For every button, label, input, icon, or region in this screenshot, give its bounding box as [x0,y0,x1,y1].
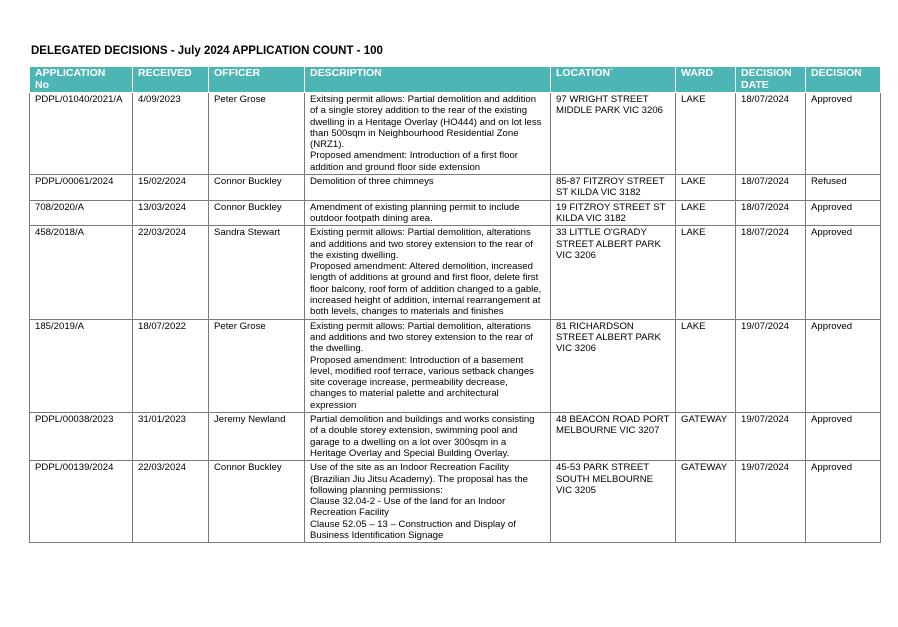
header-received: RECEIVED [133,67,209,93]
cell-ward: LAKE [676,200,736,226]
cell-location: 85-87 FITZROY STREET ST KILDA VIC 3182 [551,175,676,201]
cell-decision-date: 18/07/2024 [736,175,806,201]
cell-decision-date: 19/07/2024 [736,319,806,412]
table-row [30,319,881,412]
header-decision: DECISION [806,67,881,93]
cell-description: Exitsing permit allows: Partial demolition and addition of a single storey addition to the rear of the existing dwelling in a Heritage Overlay (HO444) and on lot less than 500sqm in Neighbourhood Residential Zone (NRZ1). Proposed amendment: Introduction of a first floor addition and ground floor side extension [305,93,551,175]
cell-application: PDPL/00139/2024 [30,461,133,543]
cell-received: 22/03/2024 [133,226,209,319]
cell-description: Existing permit allows: Partial demolition, alterations and additions and two storey extension to the rear of the existing dwelling. Proposed amendment: Altered demolition, increased length of additions at ground and first floor, delete first floor balcony, roof form of addition changed to a gable, increased height of addition, internal rearrangement at both levels, changes to materials and finishes [305,226,551,319]
cell-location: 81 RICHARDSON STREET ALBERT PARK VIC 3206 [551,319,676,412]
table-row [30,200,881,226]
cell-description: Partial demolition and buildings and works consisting of a double storey extension, swimming pool and garage to a dwelling on a lot over 300sqm in a Heritage Overlay and Special Building Overlay. [305,413,551,461]
cell-received: 13/03/2024 [133,200,209,226]
cell-description: Existing permit allows: Partial demolition, alterations and additions and two storey extension to the rear of the dwelling. Proposed amendment: Introduction of a basement level, modified roof terrace, various setback changes site coverage increase, permeability decrease, changes to material palette and architectural expression [305,319,551,412]
cell-description: Demolition of three chimneys [305,175,551,201]
cell-application: PDPL/00038/2023 [30,413,133,461]
cell-officer: Sandra Stewart [209,226,305,319]
cell-application: PDPL/00061/2024 [30,175,133,201]
cell-location: 45-53 PARK STREET SOUTH MELBOURNE VIC 3205 [551,461,676,543]
cell-received: 15/02/2024 [133,175,209,201]
header-officer: OFFICER [209,67,305,93]
table-row [30,461,881,543]
cell-application: PDPL/01040/2021/A [30,93,133,175]
cell-decision-date: 18/07/2024 [736,200,806,226]
cell-received: 18/07/2022 [133,319,209,412]
header-location: LOCATION` [551,67,676,93]
cell-decision: Approved [806,461,881,543]
header-ward: WARD [676,67,736,93]
cell-ward: GATEWAY [676,413,736,461]
cell-received: 31/01/2023 [133,413,209,461]
cell-received: 4/09/2023 [133,93,209,175]
cell-received: 22/03/2024 [133,461,209,543]
table-row [30,93,881,175]
cell-description: Amendment of existing planning permit to include outdoor footpath dining area. [305,200,551,226]
cell-decision: Refused [806,175,881,201]
cell-decision: Approved [806,93,881,175]
cell-decision: Approved [806,413,881,461]
cell-ward: LAKE [676,93,736,175]
cell-application: 185/2019/A [30,319,133,412]
table-row [30,175,881,201]
cell-decision: Approved [806,226,881,319]
document-title: DELEGATED DECISIONS - July 2024 APPLICATION COUNT - 100 [31,45,383,57]
cell-location: 19 FITZROY STREET ST KILDA VIC 3182 [551,200,676,226]
cell-location: 48 BEACON ROAD PORT MELBOURNE VIC 3207 [551,413,676,461]
cell-location: 33 LITTLE O'GRADY STREET ALBERT PARK VIC 3206 [551,226,676,319]
cell-officer: Peter Grose [209,93,305,175]
cell-officer: Jeremy Newland [209,413,305,461]
cell-location: 97 WRIGHT STREET MIDDLE PARK VIC 3206 [551,93,676,175]
table-header-row [30,67,881,93]
cell-decision: Approved [806,200,881,226]
cell-decision-date: 18/07/2024 [736,226,806,319]
cell-officer: Connor Buckley [209,200,305,226]
table-row [30,226,881,319]
cell-ward: LAKE [676,175,736,201]
cell-officer: Connor Buckley [209,175,305,201]
header-decision-date: DECISION DATE [736,67,806,93]
cell-description: Use of the site as an Indoor Recreation Facility (Brazilian Jiu Jitsu Academy). The proposal has the following planning permissions: Clause 32.04-2 - Use of the land for an Indoor Recreation Facility Clause 52.05 – 13 – Construction and Display of Business Identification Signage [305,461,551,543]
cell-officer: Peter Grose [209,319,305,412]
cell-ward: LAKE [676,319,736,412]
table-row [30,413,881,461]
cell-ward: GATEWAY [676,461,736,543]
table-body [30,93,881,543]
header-description: DESCRIPTION [305,67,551,93]
cell-application: 458/2018/A [30,226,133,319]
cell-decision-date: 19/07/2024 [736,413,806,461]
header-application: APPLICATION No [30,67,133,93]
cell-decision-date: 19/07/2024 [736,461,806,543]
cell-officer: Connor Buckley [209,461,305,543]
cell-decision-date: 18/07/2024 [736,93,806,175]
cell-application: 708/2020/A [30,200,133,226]
decisions-table [29,66,881,543]
cell-ward: LAKE [676,226,736,319]
cell-decision: Approved [806,319,881,412]
